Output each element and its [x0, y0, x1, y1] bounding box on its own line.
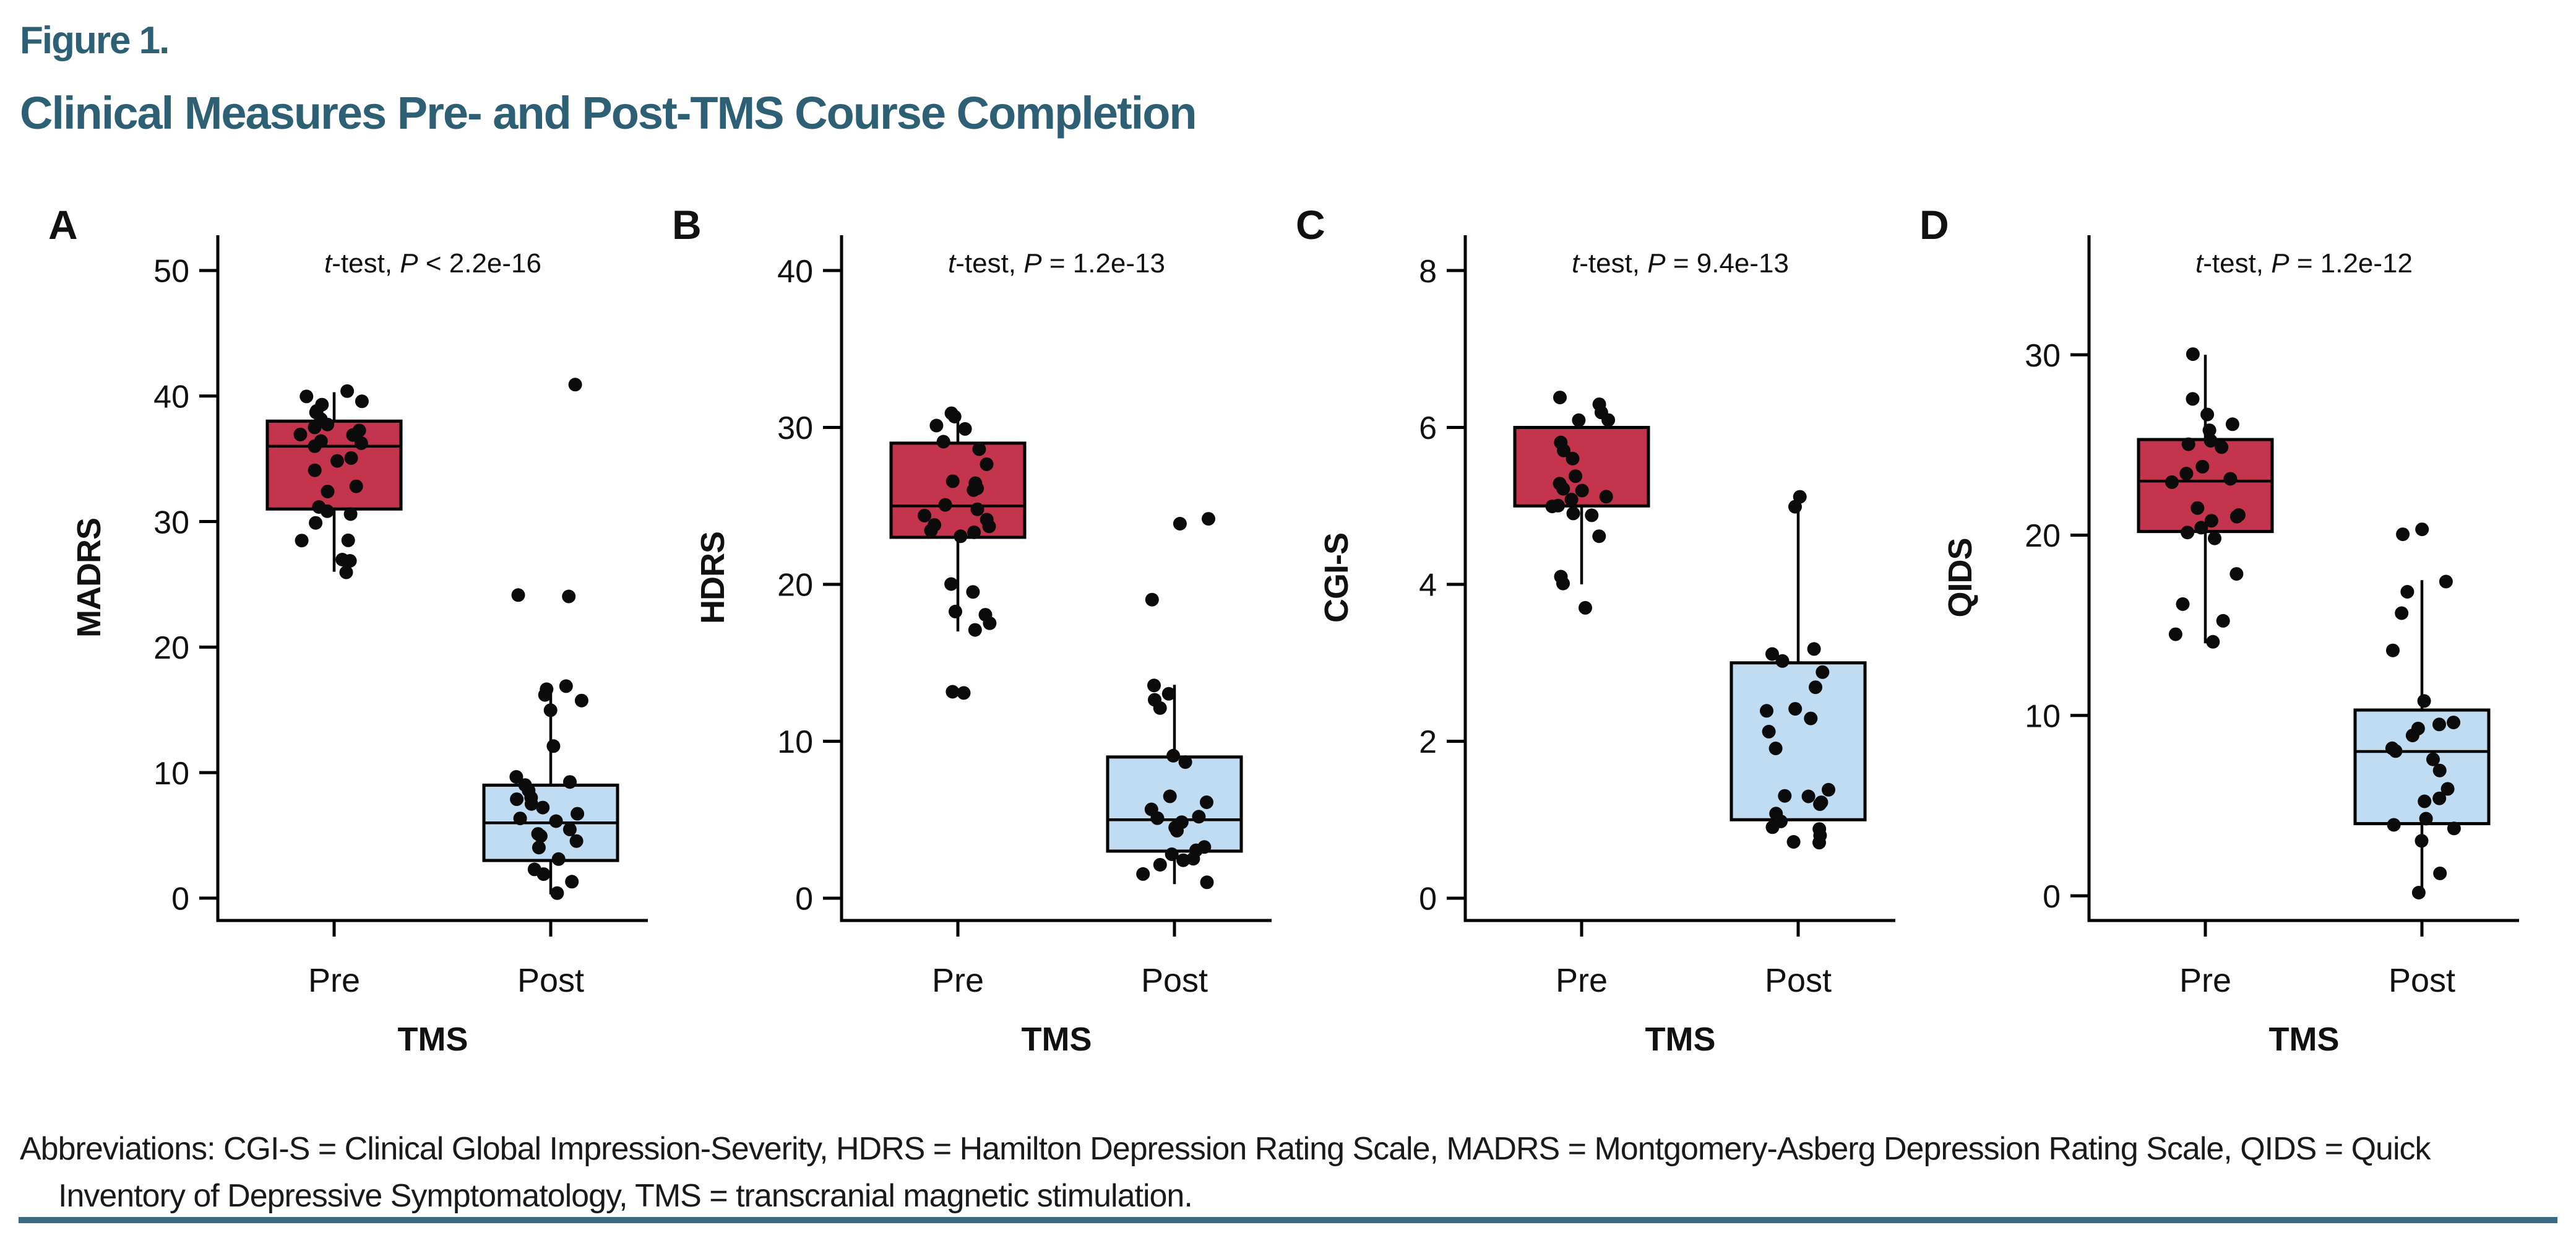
- data-point: [2181, 526, 2194, 539]
- y-tick-label: 0: [171, 881, 189, 917]
- data-point: [2433, 764, 2447, 777]
- p-value-annotation: t-test, P = 9.4e-13: [1572, 248, 1789, 279]
- data-point: [308, 464, 322, 477]
- data-point: [2230, 510, 2244, 524]
- data-point: [1579, 601, 1592, 615]
- data-point: [321, 418, 334, 431]
- data-point: [549, 815, 563, 828]
- boxplot-panel-qids: [1910, 186, 2535, 1065]
- boxplot-panel-madrs: [38, 186, 663, 1065]
- y-tick-label: 30: [153, 505, 189, 541]
- data-point: [559, 679, 573, 693]
- y-axis-title: HDRS: [694, 531, 731, 625]
- pre-box-group: [891, 407, 1025, 700]
- data-point: [2179, 467, 2193, 480]
- x-axis-title: TMS: [1645, 1021, 1716, 1058]
- data-point: [563, 775, 577, 789]
- data-point: [2389, 744, 2403, 758]
- data-point: [350, 480, 363, 493]
- pre-box-group: [267, 384, 401, 579]
- data-point: [293, 428, 307, 441]
- data-point: [2406, 729, 2419, 742]
- data-point: [342, 534, 355, 547]
- data-point: [2182, 438, 2195, 451]
- post-box-group: [1731, 490, 1865, 850]
- data-point: [2200, 408, 2214, 422]
- data-point: [2412, 886, 2426, 899]
- divider-rule: [19, 1217, 2557, 1223]
- data-point: [562, 590, 575, 604]
- data-point: [538, 688, 552, 702]
- data-point: [2439, 575, 2453, 589]
- data-point: [1136, 867, 1150, 881]
- data-point: [308, 440, 322, 453]
- data-point: [2386, 644, 2400, 657]
- data-point: [299, 389, 313, 403]
- x-axis-title: TMS: [1021, 1021, 1092, 1058]
- y-tick-label: 30: [777, 410, 813, 447]
- data-point: [345, 451, 358, 465]
- x-category-label: Post: [1764, 962, 1832, 999]
- data-point: [967, 526, 981, 539]
- data-point: [2415, 834, 2429, 847]
- y-tick-label: 2: [1419, 724, 1437, 761]
- data-point: [1812, 836, 1826, 849]
- data-point: [2190, 501, 2204, 515]
- boxplot-panel-hdrs: [662, 186, 1287, 1065]
- data-point: [2387, 818, 2401, 832]
- y-tick-label: 40: [153, 379, 189, 415]
- data-point: [563, 823, 577, 836]
- panel-letter: B: [672, 202, 702, 248]
- data-point: [1585, 508, 1598, 522]
- data-point: [918, 509, 931, 522]
- data-point: [1572, 414, 1585, 427]
- data-point: [552, 852, 566, 866]
- data-point: [355, 436, 368, 450]
- data-point: [2396, 527, 2410, 541]
- data-point: [1802, 790, 1816, 803]
- data-point: [2432, 792, 2446, 805]
- y-tick-label: 10: [153, 755, 189, 792]
- y-tick-label: 20: [153, 630, 189, 667]
- data-point: [2216, 614, 2230, 628]
- pre-box: [2139, 440, 2272, 532]
- data-point: [2195, 460, 2209, 474]
- data-point: [1556, 577, 1570, 591]
- data-point: [2395, 607, 2408, 620]
- y-tick-label: 20: [777, 567, 813, 604]
- data-point: [512, 588, 525, 602]
- data-point: [340, 384, 354, 398]
- data-point: [1145, 593, 1159, 607]
- data-point: [2194, 521, 2208, 534]
- data-point: [1778, 789, 1791, 803]
- data-point: [1162, 687, 1176, 701]
- data-point: [958, 422, 972, 436]
- y-tick-label: 0: [2043, 878, 2061, 915]
- data-point: [2208, 532, 2221, 545]
- post-box-group: [484, 378, 618, 900]
- boxplot-panel-cgis: [1286, 186, 1911, 1065]
- y-tick-label: 0: [795, 881, 813, 917]
- data-point: [1553, 391, 1567, 404]
- data-point: [565, 875, 579, 888]
- y-tick-label: 20: [2025, 518, 2061, 555]
- data-point: [1170, 824, 1184, 838]
- data-point: [2432, 717, 2446, 731]
- y-tick-label: 10: [2025, 698, 2061, 735]
- data-point: [2400, 585, 2414, 599]
- p-value-annotation: t-test, P = 1.2e-12: [2195, 248, 2413, 279]
- data-point: [2169, 628, 2182, 641]
- data-point: [1565, 493, 1579, 506]
- data-point: [355, 394, 369, 408]
- data-point: [1807, 642, 1821, 656]
- x-category-label: Pre: [931, 962, 984, 999]
- data-point: [983, 617, 996, 630]
- data-point: [924, 524, 938, 537]
- data-point: [340, 566, 353, 579]
- data-point: [966, 585, 980, 599]
- data-point: [1787, 835, 1801, 849]
- data-point: [570, 834, 584, 848]
- data-point: [510, 792, 523, 806]
- y-tick-label: 10: [777, 724, 813, 761]
- abbreviations-line-1: Abbreviations: CGI-S = Clinical Global Impression-Severity, HDRS = Hamilton Depression Rating Scale, MADRS = Montgomery-Asberg Depression Rating Scale, QIDS = Quick: [20, 1131, 2431, 1167]
- data-point: [1766, 820, 1780, 834]
- x-axis-title: TMS: [397, 1021, 468, 1058]
- pre-box: [891, 443, 1025, 537]
- data-point: [1566, 452, 1580, 466]
- data-point: [532, 841, 546, 854]
- panel-letter: A: [48, 202, 78, 248]
- data-point: [343, 554, 357, 568]
- data-point: [2447, 716, 2460, 729]
- data-point: [1166, 749, 1180, 763]
- pre-box-group: [2139, 347, 2272, 649]
- x-axis-title: TMS: [2268, 1021, 2340, 1058]
- y-tick-label: 50: [153, 253, 189, 290]
- data-point: [2418, 694, 2431, 708]
- data-point: [344, 508, 358, 521]
- data-point: [980, 457, 994, 471]
- data-point: [971, 503, 984, 516]
- x-category-label: Post: [2388, 962, 2456, 999]
- data-point: [1776, 654, 1790, 668]
- data-point: [1567, 506, 1580, 520]
- data-point: [2186, 347, 2200, 361]
- data-point: [1153, 701, 1167, 715]
- x-category-label: Post: [517, 962, 585, 999]
- data-point: [944, 578, 958, 591]
- data-point: [1600, 490, 1613, 503]
- data-point: [1202, 512, 1215, 526]
- post-box-group: [1108, 512, 1241, 889]
- x-category-label: Pre: [2179, 962, 2232, 999]
- data-point: [1179, 755, 1192, 769]
- panel-letter: D: [1919, 202, 1949, 248]
- data-point: [309, 516, 322, 530]
- data-point: [949, 605, 962, 618]
- data-point: [536, 801, 549, 815]
- data-point: [972, 443, 986, 456]
- y-axis-title: CGI-S: [1318, 532, 1355, 623]
- data-point: [321, 505, 334, 518]
- data-point: [946, 474, 960, 488]
- data-point: [544, 703, 558, 717]
- data-point: [321, 485, 335, 498]
- x-category-label: Pre: [1555, 962, 1608, 999]
- data-point: [1822, 783, 1835, 797]
- data-point: [1150, 812, 1164, 825]
- data-point: [983, 519, 996, 533]
- data-point: [514, 812, 527, 825]
- data-point: [1556, 482, 1570, 496]
- data-point: [1163, 789, 1177, 803]
- data-point: [1200, 795, 1213, 809]
- data-point: [2419, 812, 2433, 826]
- data-point: [2186, 392, 2200, 405]
- data-point: [534, 829, 548, 843]
- data-point: [2206, 635, 2220, 649]
- y-tick-label: 0: [1419, 881, 1437, 917]
- data-point: [929, 419, 943, 433]
- abbreviations-line-2: Inventory of Depressive Symptomatology, TMS = transcranial magnetic stimulation.: [58, 1178, 1192, 1214]
- data-point: [2229, 567, 2243, 581]
- data-point: [2418, 795, 2431, 808]
- data-point: [1788, 702, 1802, 716]
- data-point: [1601, 414, 1615, 427]
- data-point: [1575, 484, 1589, 498]
- post-box-group: [2355, 522, 2489, 899]
- data-point: [1769, 742, 1783, 755]
- data-point: [1760, 704, 1773, 717]
- data-point: [1153, 858, 1167, 872]
- data-point: [1813, 797, 1827, 811]
- data-point: [550, 886, 564, 900]
- data-point: [546, 739, 560, 753]
- data-point: [1809, 680, 1822, 694]
- data-point: [1788, 500, 1802, 514]
- data-point: [537, 867, 551, 881]
- data-point: [569, 378, 582, 391]
- pre-box-group: [1515, 391, 1648, 615]
- y-tick-label: 30: [2025, 337, 2061, 374]
- data-point: [1569, 469, 1582, 483]
- data-point: [967, 483, 980, 497]
- data-point: [957, 686, 971, 699]
- data-point: [1762, 725, 1776, 738]
- p-value-annotation: t-test, P = 1.2e-13: [948, 248, 1165, 279]
- data-point: [1192, 810, 1205, 823]
- data-point: [968, 623, 982, 637]
- panel-letter: C: [1296, 202, 1325, 248]
- data-point: [2433, 867, 2447, 880]
- data-point: [295, 534, 309, 547]
- y-tick-label: 40: [777, 253, 813, 290]
- p-value-annotation: t-test, P < 2.2e-16: [324, 248, 541, 279]
- y-axis-title: QIDS: [1942, 538, 1979, 618]
- data-point: [937, 435, 950, 449]
- figure-number-label: Figure 1.: [20, 19, 169, 62]
- figure-title: Clinical Measures Pre- and Post-TMS Course Completion: [20, 87, 1196, 139]
- data-point: [1200, 875, 1214, 889]
- data-point: [1173, 517, 1187, 531]
- y-tick-label: 8: [1419, 253, 1437, 290]
- x-category-label: Pre: [308, 962, 361, 999]
- data-point: [2165, 475, 2179, 489]
- data-point: [1592, 529, 1606, 543]
- data-point: [575, 694, 588, 708]
- data-point: [1804, 712, 1817, 725]
- y-axis-title: MADRS: [71, 518, 108, 638]
- data-point: [2447, 821, 2461, 835]
- abbreviations-footnote: [20, 1125, 2431, 1219]
- y-tick-label: 4: [1419, 567, 1437, 604]
- data-point: [954, 529, 967, 543]
- data-point: [571, 807, 584, 821]
- data-point: [2176, 597, 2190, 611]
- data-point: [1147, 678, 1161, 692]
- data-point: [2415, 522, 2429, 536]
- data-point: [308, 420, 322, 434]
- data-point: [1551, 499, 1565, 513]
- y-tick-label: 6: [1419, 410, 1437, 447]
- data-point: [2215, 440, 2228, 454]
- post-box: [1731, 663, 1865, 820]
- data-point: [1176, 854, 1190, 867]
- data-point: [948, 410, 962, 423]
- data-point: [2223, 472, 2237, 486]
- data-point: [330, 454, 344, 468]
- x-category-label: Post: [1140, 962, 1208, 999]
- data-point: [1816, 665, 1829, 679]
- data-point: [2226, 417, 2239, 431]
- data-point: [939, 498, 952, 512]
